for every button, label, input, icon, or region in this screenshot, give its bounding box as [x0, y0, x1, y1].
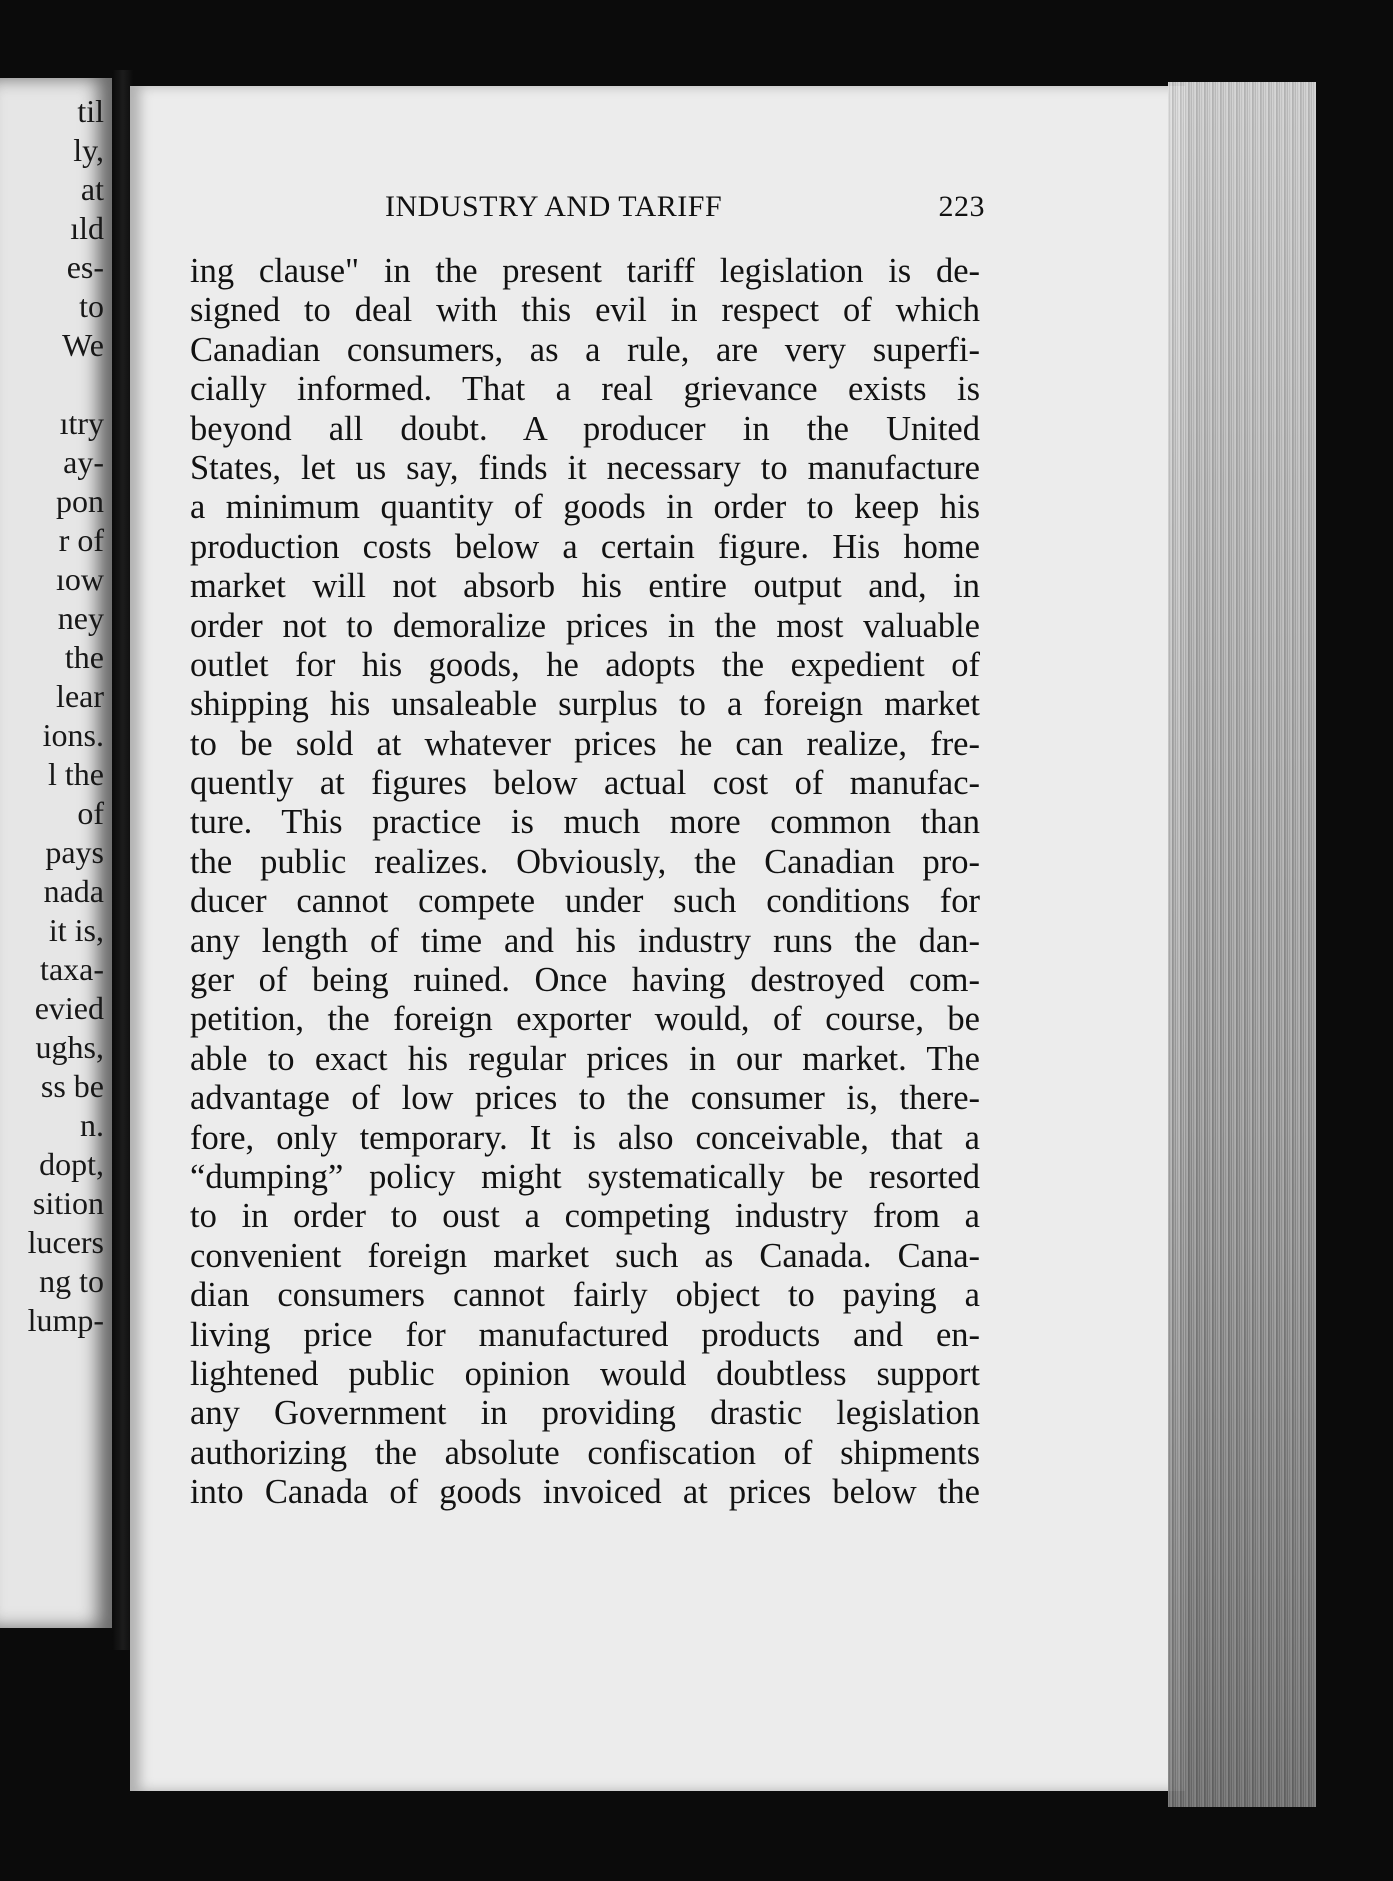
- text-line: order not to demoralize prices in the most valuable: [190, 606, 980, 645]
- text-line: signed to deal with this evil in respect of which: [190, 291, 980, 330]
- text-line: ducer cannot compete under such conditions for: [190, 882, 980, 921]
- left-page-fragment: r of: [58, 522, 104, 558]
- left-facing-page: [0, 78, 112, 1628]
- left-page-fragment: es-: [66, 249, 104, 285]
- left-page-fragment: to: [79, 288, 104, 324]
- text-line: dian consumers cannot fairly object to paying a: [190, 1276, 980, 1315]
- text-line: lightened public opinion would doubtless support: [190, 1354, 980, 1393]
- left-page-fragment: taxa-: [40, 951, 104, 987]
- left-page-fragment: dopt,: [39, 1146, 104, 1182]
- text-line: able to exact his regular prices in our market. The: [190, 1039, 980, 1078]
- left-page-fragment: it is,: [48, 912, 104, 948]
- left-page-fragment: ıld: [70, 210, 104, 246]
- left-page-fragment: evied: [34, 990, 104, 1026]
- text-line: beyond all doubt. A producer in the United: [190, 409, 980, 448]
- left-page-fragment: pays: [45, 834, 104, 870]
- left-page-fragment: nada: [43, 873, 104, 909]
- text-line: any Government in providing drastic legislation: [190, 1394, 980, 1433]
- left-page-fragment: ions.: [42, 717, 104, 753]
- left-page-fragment: ughs,: [35, 1029, 104, 1065]
- left-page-fragment: ly,: [73, 132, 104, 168]
- left-page-fragment: ay-: [63, 444, 104, 480]
- text-line: ger of being ruined. Once having destroyed com-: [190, 961, 980, 1000]
- left-page-fragment: lear: [56, 678, 104, 714]
- text-line: Canadian consumers, as a rule, are very superfi-: [190, 330, 980, 369]
- text-line: ing clause" in the present tariff legislation is de-: [190, 252, 980, 290]
- left-page-fragment: ng to: [39, 1263, 104, 1299]
- text-line: a minimum quantity of goods in order to keep his: [190, 488, 980, 527]
- left-page-fragment: l the: [48, 756, 104, 792]
- text-line: living price for manufactured products and en-: [190, 1315, 980, 1354]
- left-page-fragment: til: [77, 93, 104, 129]
- text-line: “dumping” policy might systematically be resorted: [190, 1157, 980, 1196]
- text-line: convenient foreign market such as Canada. Cana-: [190, 1236, 980, 1275]
- text-line: advantage of low prices to the consumer is, there-: [190, 1079, 980, 1118]
- text-line: production costs below a certain figure. His home: [190, 527, 980, 566]
- text-line: into Canada of goods invoiced at prices below the: [190, 1473, 980, 1512]
- left-page-fragment: sition: [32, 1185, 104, 1221]
- page-edges: [1168, 82, 1316, 1807]
- text-line: outlet for his goods, he adopts the expedient of: [190, 645, 980, 684]
- left-page-fragment: We: [62, 327, 104, 363]
- page-number: 223: [938, 190, 985, 223]
- left-page-fragment: ıow: [56, 561, 104, 597]
- text-line: market will not absorb his entire output and, in: [190, 567, 980, 606]
- left-page-fragment: the: [64, 639, 104, 675]
- left-page-fragment: n.: [80, 1107, 104, 1143]
- text-line: the public realizes. Obviously, the Canadian pro-: [190, 842, 980, 881]
- left-page-fragment: at: [80, 171, 104, 207]
- left-page-fragment: lucers: [27, 1224, 104, 1260]
- running-head: INDUSTRY AND TARIFF: [385, 190, 723, 223]
- text-line: cially informed. That a real grievance exists is: [190, 370, 980, 409]
- left-page-fragment: pon: [56, 483, 104, 519]
- left-page-fragment: lump-: [27, 1302, 104, 1338]
- left-page-fragment: ney: [57, 600, 104, 636]
- page-header: [250, 190, 985, 232]
- text-line: States, let us say, finds it necessary to manufacture: [190, 448, 980, 487]
- body-paragraph: [190, 252, 980, 1513]
- text-line: fore, only temporary. It is also conceivable, that a: [190, 1118, 980, 1157]
- left-page-fragment: ss be: [40, 1068, 104, 1104]
- left-page-fragment: ıtry: [59, 405, 104, 441]
- text-line: shipping his unsaleable surplus to a foreign market: [190, 685, 980, 724]
- text-line: quently at figures below actual cost of manufac-: [190, 764, 980, 803]
- text-line: to in order to oust a competing industry from a: [190, 1197, 980, 1236]
- text-line: petition, the foreign exporter would, of course, be: [190, 1000, 980, 1039]
- text-line: ture. This practice is much more common than: [190, 803, 980, 842]
- text-line: to be sold at whatever prices he can realize, fre-: [190, 724, 980, 763]
- left-page-fragment: of: [77, 795, 104, 831]
- text-line: authorizing the absolute confiscation of shipments: [190, 1433, 980, 1472]
- text-line: any length of time and his industry runs the dan-: [190, 921, 980, 960]
